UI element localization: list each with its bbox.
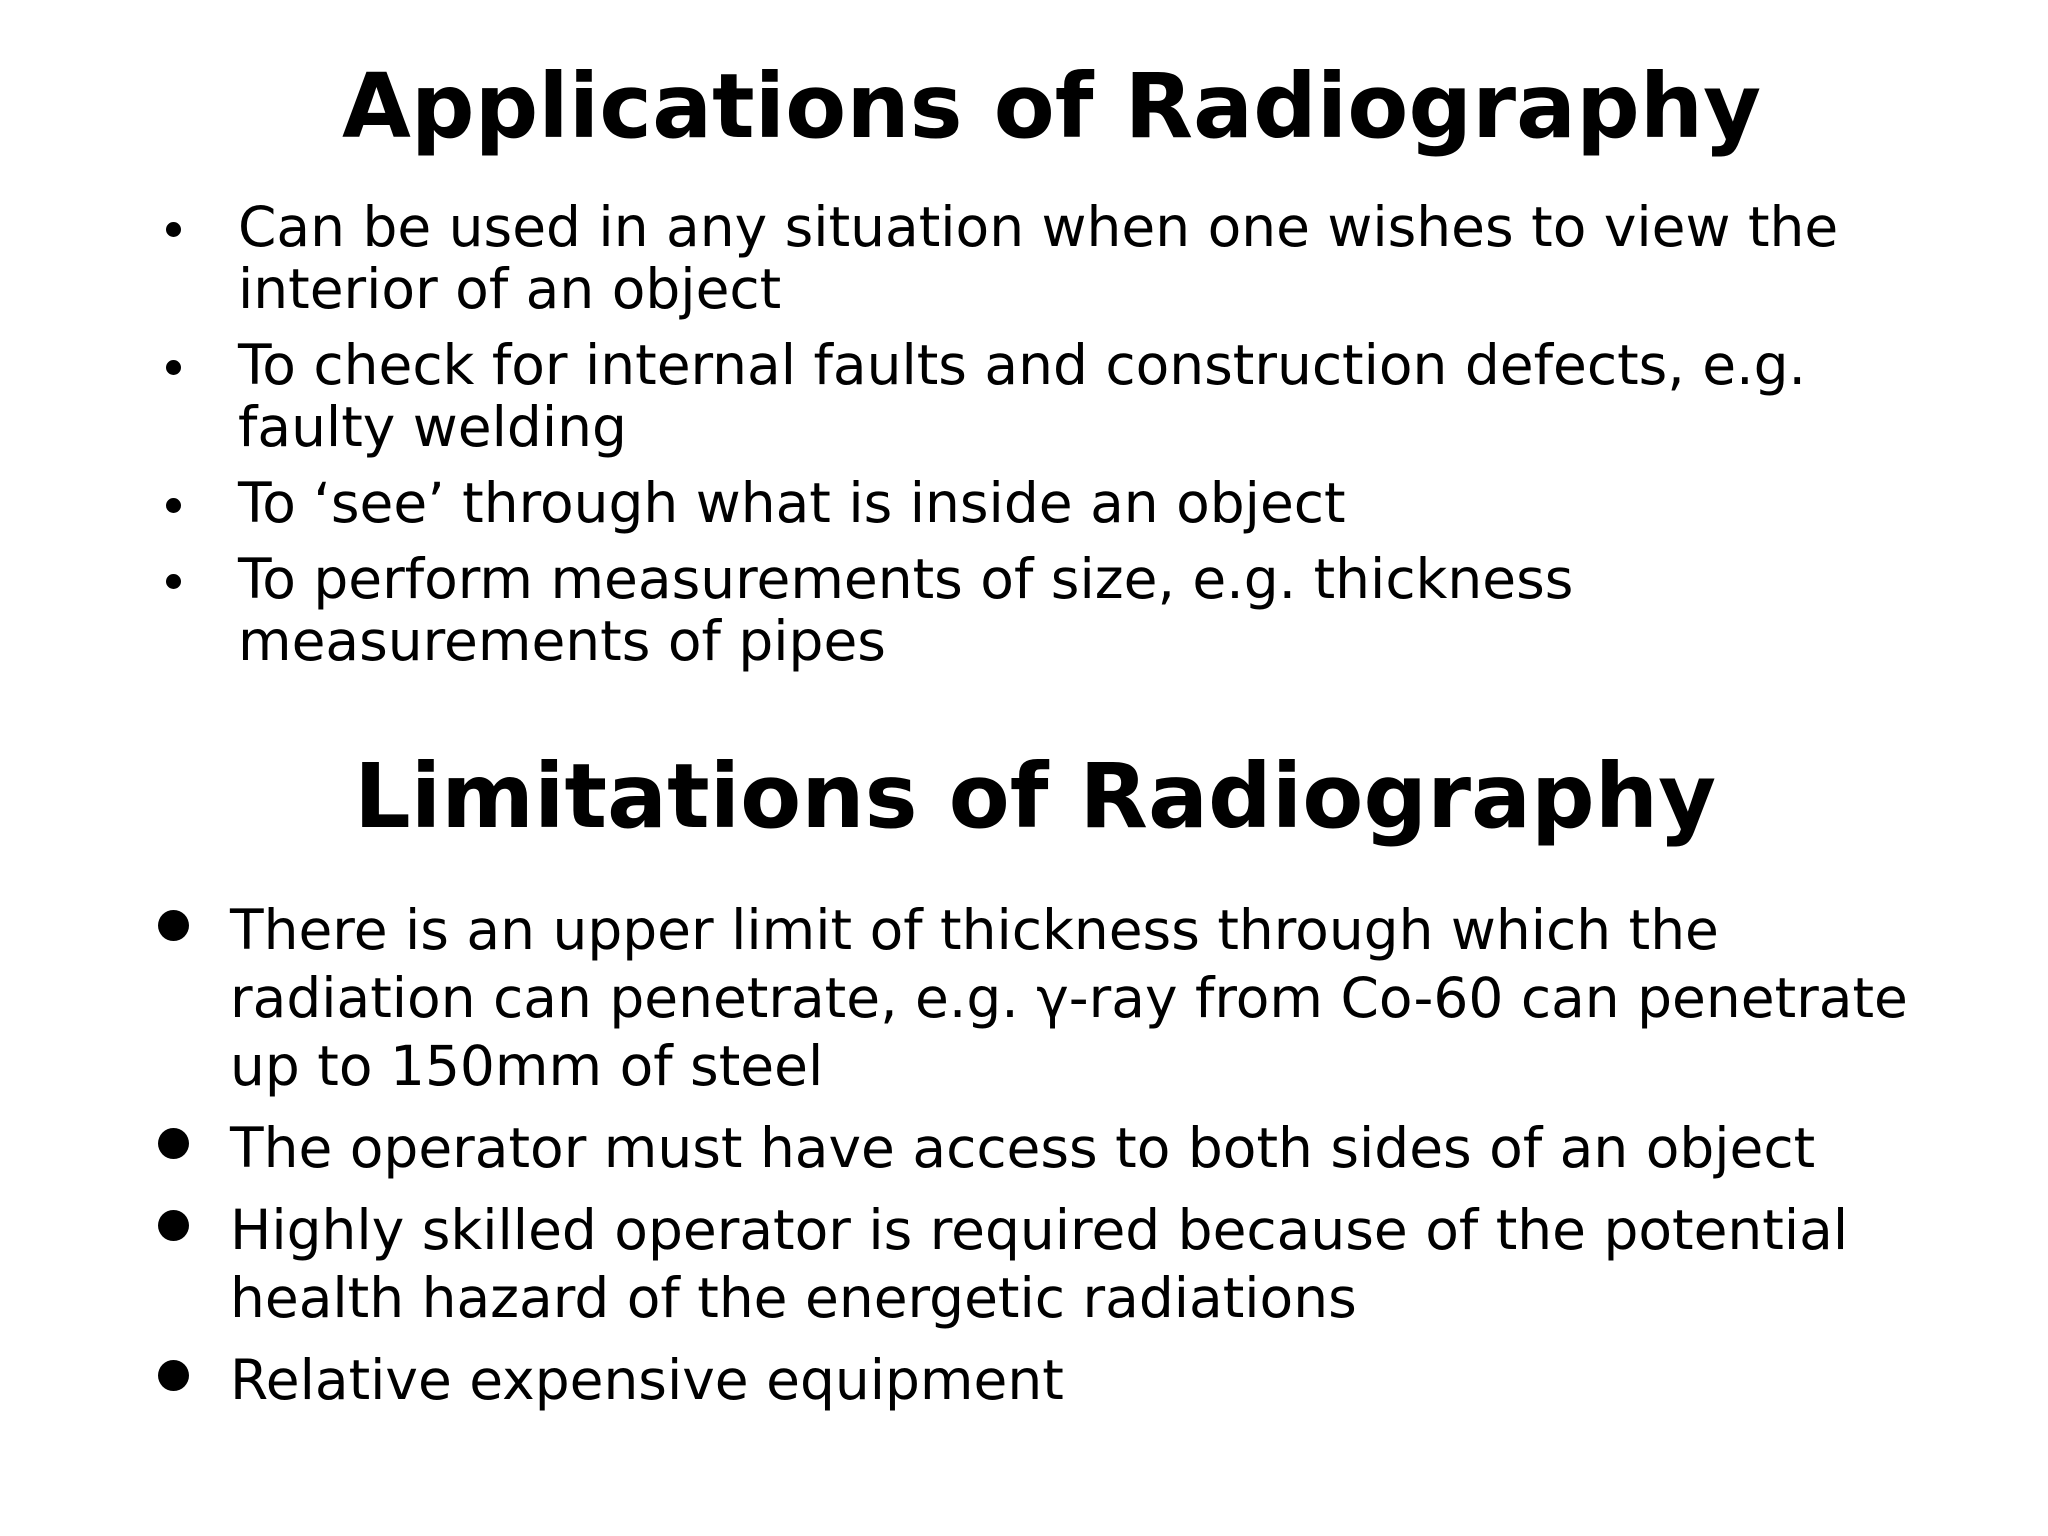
bullet-icon <box>158 910 189 941</box>
bullet-icon <box>166 498 181 513</box>
list-item-text: Relative expensive equipment <box>230 1348 1064 1412</box>
bullet-icon <box>158 1210 189 1241</box>
list-item <box>158 1196 1978 1332</box>
bullet-icon <box>158 1360 189 1391</box>
list-item <box>166 196 1966 320</box>
limitations-list <box>158 896 1978 1428</box>
list-item-text: To perform measurements of size, e.g. thickness measurements of pipes <box>238 547 1574 673</box>
list-item-text: To ‘see’ through what is inside an object <box>238 471 1346 535</box>
list-item <box>166 334 1966 458</box>
list-item-text: To check for internal faults and construction defects, e.g. faulty welding <box>238 333 1806 459</box>
limitations-heading: Limitations of Radiography <box>354 744 1717 848</box>
list-item <box>158 1346 1978 1414</box>
list-item <box>166 548 1966 672</box>
list-item <box>158 896 1978 1100</box>
bullet-icon <box>166 574 181 589</box>
bullet-icon <box>166 222 181 237</box>
list-item <box>158 1114 1978 1182</box>
list-item-text: Can be used in any situation when one wishes to view the interior of an object <box>238 195 1839 321</box>
applications-heading: Applications of Radiography <box>342 54 1762 158</box>
applications-list <box>166 196 1966 686</box>
bullet-icon <box>166 360 181 375</box>
bullet-icon <box>158 1128 189 1159</box>
list-item-text: Highly skilled operator is required because of the potential health hazard of the energetic radiations <box>230 1198 1849 1330</box>
list-item-text: There is an upper limit of thickness through which the radiation can penetrate, e.g. γ-ray from Co-60 can penetrate up to 150mm of steel <box>230 898 1908 1098</box>
list-item-text: The operator must have access to both sides of an object <box>230 1116 1816 1180</box>
list-item <box>166 472 1966 534</box>
